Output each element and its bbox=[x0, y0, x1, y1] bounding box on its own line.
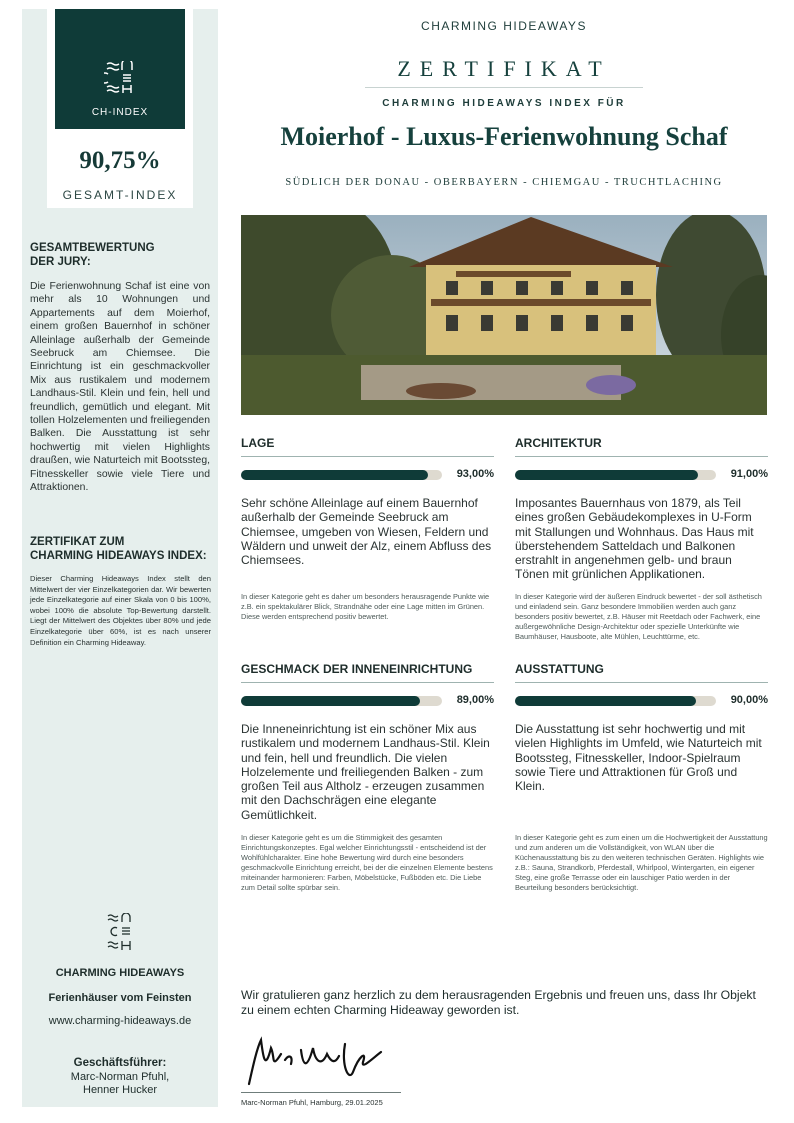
category-text: Sehr schöne Alleinlage auf einem Bauernhof außerhalb der Gemeinde Seebruck am Chiemsee, umgeben von Wiesen, Feldern und Wäldern und unweit der Alz, einem Abfluss des Chiemsees. bbox=[241, 496, 492, 568]
manager-2: Henner Hucker bbox=[83, 1084, 157, 1096]
score-bar-fill bbox=[515, 470, 698, 480]
overall-score-label: GESAMT-INDEX bbox=[62, 188, 178, 202]
overall-score: 90,75% bbox=[79, 147, 161, 174]
jury-text: Die Ferienwohnung Schaf ist eine von mehr als 10 Wohnungen und Appartements auf dem Moierhof, einem großen Bauernhof in schöner Alleinlage außerhalb der Gemeinde Seebruck am Chiemsee. Die Einrichtung ist ein geschmackvoller Mix aus rustikalem und modernem Landhaus-Stil. Klein und fein, hell und freundlich, gemütlich und elegant. Mit tollen Holzelementen und freiliegenden Balken. Die Ausstattung ist sehr hochwertig mit vielen Highlights draußen, wie Naturteich mit Bootssteg, Fitnesskeller sowie viele Tiere und Attraktionen. bbox=[30, 281, 210, 494]
certificate-title: ZERTIFIKAT bbox=[397, 56, 611, 81]
congratulations-text: Wir gratulieren ganz herzlich zu dem herausragenden Ergebnis und freuen uns, dass Ihr Objekt zu einem echten Charming Hideaway geworden ist. bbox=[241, 988, 756, 1017]
category-title: LAGE bbox=[241, 436, 275, 450]
category-note-lage: In dieser Kategorie geht es daher um besonders herausragende Punkte wie z.B. ein spektakulärer Blick, Strandnähe oder eine Lage mitten im Grünen. Diese werden entsprechend positiv bewertet. bbox=[241, 592, 490, 622]
score-bar-fill bbox=[241, 696, 420, 706]
category-title: ARCHITEKTUR bbox=[515, 436, 602, 450]
jury-heading-line-1: GESAMTBEWERTUNG bbox=[30, 242, 155, 254]
score-bar-row bbox=[515, 467, 768, 483]
score-value: 89,00% bbox=[456, 694, 494, 706]
property-name: Moierhof - Luxus-Ferienwohnung Schaf bbox=[280, 122, 728, 151]
category-text: Die Ausstattung ist sehr hochwertig und mit vielen Highlights im Umfeld, wie Naturteich mit Bootssteg, Fitnesskeller, Indoor-Spielraum sowie Tiere und Attraktionen für Groß und Klein. bbox=[515, 722, 762, 794]
cert-heading-line-2: CHARMING HIDEAWAYS INDEX: bbox=[30, 550, 207, 562]
score-bar-track bbox=[515, 470, 716, 480]
property-photo bbox=[241, 215, 767, 415]
category-note-ausstattung: In dieser Kategorie geht es zum einen um die Hochwertigkeit der Ausstattung und zum anderen um die Vollständigkeit, von WLAN über die Küchenausstattung bis zu den weiteren technischen Geräten. Highlights wie z.B.: Sauna, Strandkorb, Pferdestall, Whirlpool, Wintergarten, ein eigener Steg, eine große Terrasse oder ein lauschiger Patio werden in der Beurteilung besonders berücksichtigt. bbox=[515, 833, 768, 893]
badge-label: CH-INDEX bbox=[91, 107, 149, 118]
cert-heading-line-1: ZERTIFIKAT ZUM bbox=[30, 536, 125, 548]
cert-text: Dieser Charming Hideaways Index stellt den Mittelwert der vier Einzelkategorien dar. Wir bewerten jede Einzelkategorie auf einer Skala von 0 bis 100%, wobei 100% die absolute Top-Bewertung darstellt. Liegt der Mittelwert des Objektes über 80% und jede Einzelkategorie über 60%, ist es nach unserer Definition ein Charming Hideaway. bbox=[30, 574, 211, 647]
category-text: Imposantes Bauernhaus von 1879, als Teil eines großen Gebäudekomplexes in U-Form mit Stallungen und Wohnhaus. Das Haus mit überstehendem Satteldach und Balkonen erstrahlt in angenehmen gelb- und braun Tönen mit grünlichen Applikationen. bbox=[515, 496, 754, 582]
score-bar-track bbox=[241, 470, 442, 480]
signature-image bbox=[241, 1026, 401, 1092]
managers-label: Geschäftsführer: bbox=[73, 1057, 167, 1069]
signature-line bbox=[241, 1092, 401, 1093]
score-bar-row bbox=[515, 693, 768, 709]
category-divider bbox=[241, 682, 494, 683]
property-location: SÜDLICH DER DONAU - OBERBAYERN - CHIEMGAU - TRUCHTLACHING bbox=[285, 177, 723, 188]
signature-caption: Marc-Norman Pfuhl, Hamburg, 29.01.2025 bbox=[241, 1098, 383, 1107]
score-value: 93,00% bbox=[456, 468, 494, 480]
brand-logo-icon bbox=[55, 61, 185, 100]
category-architektur bbox=[515, 436, 768, 582]
footer-url[interactable]: www.charming-hideaways.de bbox=[48, 1015, 192, 1027]
score-bar-row bbox=[241, 467, 494, 483]
brand-header bbox=[241, 19, 767, 33]
manager-1: Marc-Norman Pfuhl, bbox=[70, 1071, 170, 1083]
jury-heading bbox=[30, 241, 212, 269]
cert-heading bbox=[30, 535, 212, 563]
score-value: 90,00% bbox=[730, 694, 768, 706]
category-lage bbox=[241, 436, 494, 567]
category-note-inneneinrichtung: In dieser Kategorie geht es um die Stimmigkeit des gesamten Einrichtungskonzeptes. Egal welcher Einrichtungsstil - entscheidend ist der Wohlfühlcharakter. Eine hohe Bewertung wird durch eine besonders geschmackvolle Einrichtung erreicht, bei der die einzelnen Elemente bestens miteinander harmonieren: Farben, Möbelstücke, Fußböden etc. Die Liebe zum Detail sollte spürbar sein. bbox=[241, 833, 493, 893]
footer-logo-icon bbox=[22, 913, 218, 958]
sidebar bbox=[22, 9, 218, 1107]
score-bar-fill bbox=[515, 696, 696, 706]
index-badge bbox=[55, 9, 185, 129]
footer-brand: CHARMING HIDEAWAYS bbox=[55, 967, 185, 979]
category-inneneinrichtung bbox=[241, 662, 494, 822]
category-title: AUSSTATTUNG bbox=[515, 662, 604, 676]
category-divider bbox=[515, 456, 768, 457]
category-note-architektur: In dieser Kategorie wird der äußeren Eindruck bewertet - der soll ästhetisch und einladend sein. Ganz besondere Immobilien werden auch ganz besonders positiv bewertet, z.B. Häuser mit Reetdach oder Fachwerk, eine außergewöhnliche Design-Architektur oder spezielle Unterkünfte wie Baumhäuser, Hausboote, alte Mühlen, Leuchttürme, etc. bbox=[515, 592, 762, 642]
category-divider bbox=[515, 682, 768, 683]
score-bar-track bbox=[515, 696, 716, 706]
jury-heading-line-2: DER JURY: bbox=[30, 256, 91, 268]
index-for-label: CHARMING HIDEAWAYS INDEX FÜR bbox=[382, 98, 626, 109]
category-ausstattung bbox=[515, 662, 768, 793]
score-bar-row bbox=[241, 693, 494, 709]
score-bar-track bbox=[241, 696, 442, 706]
score-value: 91,00% bbox=[730, 468, 768, 480]
score-bar-fill bbox=[241, 470, 428, 480]
footer-tagline: Ferienhäuser vom Feinsten bbox=[48, 992, 192, 1004]
category-title: GESCHMACK DER INNENEINRICHTUNG bbox=[241, 662, 473, 676]
category-text: Die Inneneinrichtung ist ein schöner Mix aus rustikalem und modernem Landhaus-Stil. Klein und fein, hell und freundlich. Die vielen Holzelemente und freiliegenden Balken - zum großen Teil aus Altholz - erzeugen zusammen mit den Dachschrägen eine elegante Gemütlichkeit. bbox=[241, 722, 490, 822]
category-divider bbox=[241, 456, 494, 457]
title-divider bbox=[365, 87, 643, 88]
index-badge-card bbox=[47, 9, 193, 208]
brand-name: CHARMING HIDEAWAYS bbox=[421, 19, 587, 33]
